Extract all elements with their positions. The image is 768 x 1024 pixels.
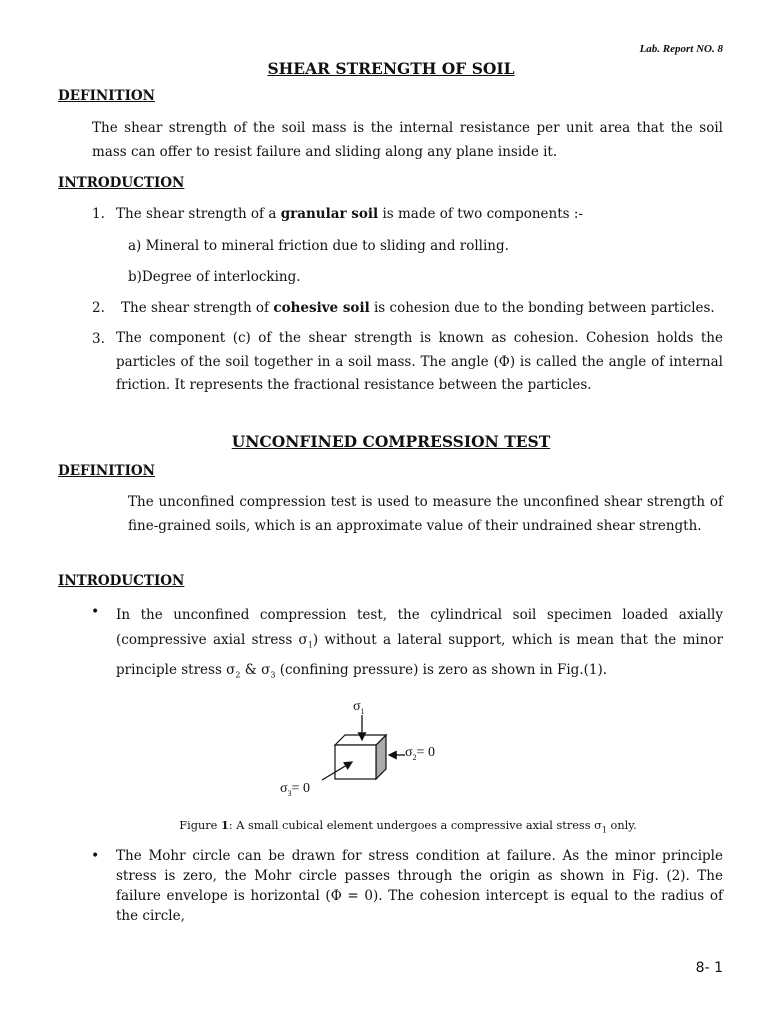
definition-heading: DEFINITION	[58, 88, 156, 104]
page-number: 8- 1	[695, 960, 723, 976]
bullet-paragraph-2: The Mohr circle can be drawn for stress condition at failure. As the minor principle stress is zero, the Mohr circle passes through the origin as shown in Fig. (2). The failure envelope is horizontal (Φ = 0). The cohesion intercept is equal to the radius of the circle,	[116, 848, 723, 924]
list-number-1: 1.	[92, 206, 105, 222]
definition-paragraph: The shear strength of the soil mass is the internal resistance per unit area that the soil mass can offer to resist failure and sliding along any plane inside it.	[92, 120, 723, 160]
cube-front-face	[335, 745, 376, 779]
shear-strength-title: SHEAR STRENGTH OF SOIL	[267, 59, 515, 78]
ucs-introduction-heading: INTRODUCTION	[58, 573, 185, 589]
list-item-cohesive-soil: The shear strength of cohesive soil is cohesion due to the bonding between particles.	[121, 300, 715, 316]
sub-item-a: a) Mineral to mineral friction due to sliding and rolling.	[128, 238, 509, 254]
introduction-heading: INTRODUCTION	[58, 175, 185, 191]
sub-item-b: b)Degree of interlocking.	[128, 269, 301, 285]
list-number-2: 2.	[92, 300, 105, 316]
figure-1-caption: Figure 1: A small cubical element undergoes a compressive axial stress $\sigma_1$ only.	[179, 818, 637, 835]
sigma3-label: $\sigma_3= 0$	[280, 781, 310, 798]
sigma2-label: $\sigma_2= 0$	[405, 745, 435, 762]
list-item-cohesion: The component (c) of the shear strength is known as cohesion. Cohesion holds the particles of the soil together in a soil mass. The angle (Φ) is called the angle of internal friction. It represents the fractional resistance between the particles.	[116, 330, 723, 393]
sigma1-label: $\sigma_1$	[353, 699, 365, 716]
bullet-paragraph-1: In the unconfined compression test, the cylindrical soil specimen loaded axially (compressive axial stress $\sigma_1$) without a lateral support, which is mean that the minor principle stress $\sigma_2$ & $\sigma_3$ (confining pressure) is zero as shown in Fig.(1).	[116, 607, 723, 680]
list-number-3: 3.	[92, 331, 105, 347]
ucs-definition-paragraph: The unconfined compression test is used to measure the unconfined shear strength of fine-grained soils, which is an approximate value of their undrained shear strength.	[128, 494, 723, 534]
unconfined-compression-title: UNCONFINED COMPRESSION TEST	[231, 432, 551, 451]
bullet-icon: •	[91, 848, 100, 864]
list-item-granular-soil: The shear strength of a granular soil is made of two components :-	[116, 206, 583, 222]
ucs-definition-heading: DEFINITION	[58, 463, 156, 479]
lab-report-number: Lab. Report NO. 8	[639, 43, 723, 55]
bullet-icon: •	[91, 604, 100, 620]
